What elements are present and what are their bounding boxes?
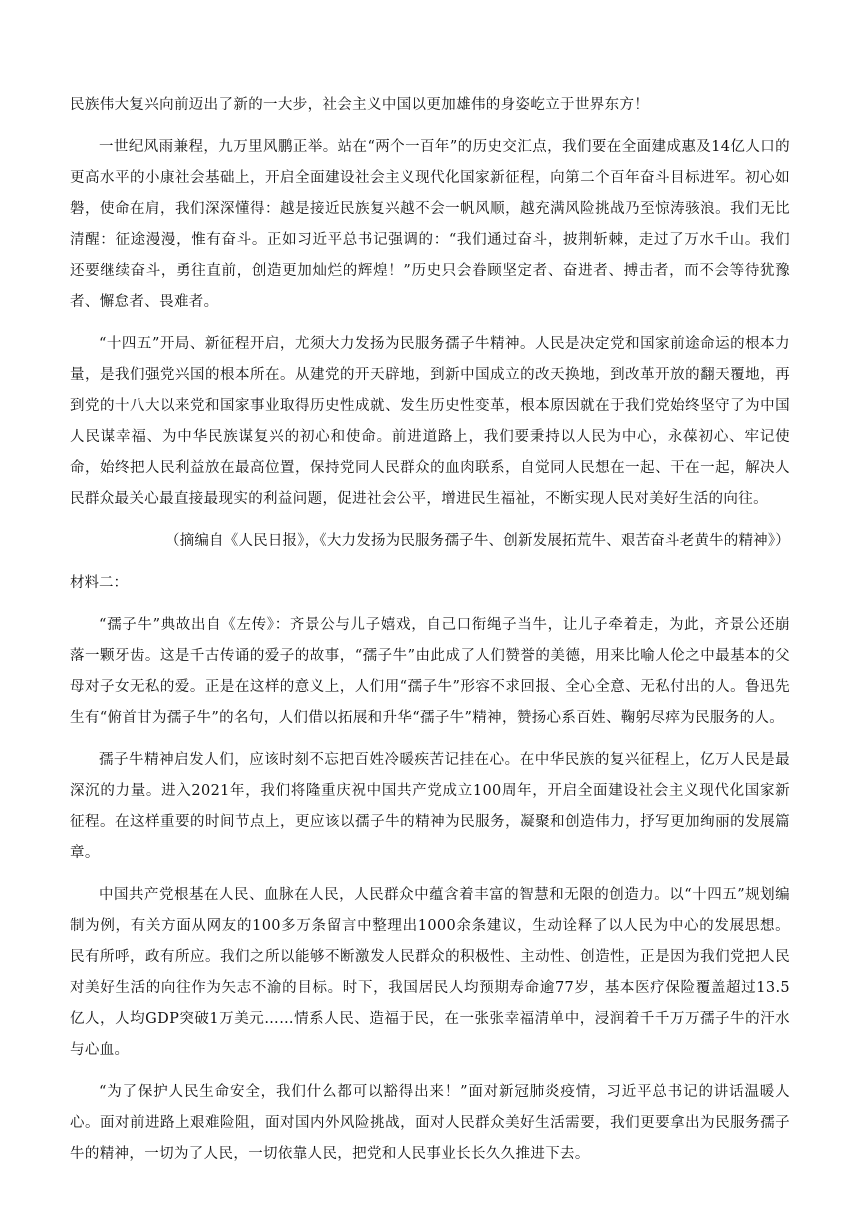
paragraph-protect-lives: “为了保护人民生命安全，我们什么都可以豁得出来！”面对新冠肺炎疫情，习近平总书记的讲话温暖人心。面对前进路上艰难险阻，面对国内外风险挑战，面对人民群众美好生活需要，我们更要拿出为民服务孺子牛的精神，一切为了人民，一切依靠人民，把党和人民事业长长久久推进下去。 <box>70 1084 790 1162</box>
paragraph-ruziniu-origin: “孺子牛”典故出自《左传》：齐景公与儿子嬉戏，自己口衔绳子当牛，让儿子牵着走，为此，齐景公还崩落一颗牙齿。这是千古传诵的爱子的故事，“孺子牛”由此成了人们赞誉的美德，用来比喻人伦之中最基本的父母对子女无私的爱。正是在这样的意义上，人们用“孺子牛”形容不求回报、全心全意、无私付出的人。鲁迅先生有“俯首甘为孺子牛”的名句，人们借以拓展和升华“孺子牛”精神，赞扬心系百姓、鞠躬尽瘁为民服务的人。 <box>70 617 790 726</box>
paragraph-fourteenth-five-year: “十四五”开局、新征程开启，尤须大力发扬为民服务孺子牛精神。人民是决定党和国家前途命运的根本力量，是我们强党兴国的根本所在。从建党的开天辟地，到新中国成立的改天换地，到改革开放的翻天覆地，再到党的十八大以来党和国家事业取得历史性成就、发生历史性变革，根本原因就在于我们党始终坚守了为中国人民谋幸福、为中华民族谋复兴的初心和使命。前进道路上，我们要秉持以人民为中心，永葆初心、牢记使命，始终把人民利益放在最高位置，保持党同人民群众的血肉联系，自觉同人民想在一起、干在一起，解决人民群众最关心最直接最现实的利益问题，促进社会公平，增进民生福祉，不断实现人民对美好生活的向往。 <box>70 336 790 507</box>
paragraph-continuation: 民族伟大复兴向前迈出了新的一大步，社会主义中国以更加雄伟的身姿屹立于世界东方！ <box>70 97 650 113</box>
paragraph-century-journey: 一世纪风雨兼程，九万里风鹏正举。站在“两个一百年”的历史交汇点，我们要在全面建成惠及14亿人口的更高水平的小康社会基础上，开启全面建设社会主义现代化国家新征程，向第二个百年奋斗目标进军。初心如磐，使命在肩，我们深深懂得：越是接近民族复兴越不会一帆风顺，越充满风险挑战乃至惊涛骇浪。我们无比清醒：征途漫漫，惟有奋斗。正如习近平总书记强调的：“我们通过奋斗，披荆斩棘，走过了万水千山。我们还要继续奋斗，勇往直前，创造更加灿烂的辉煌！”历史只会眷顾坚定者、奋进者、搏击者，而不会等待犹豫者、懈怠者、畏难者。 <box>70 139 790 310</box>
paragraph-ruziniu-spirit: 孺子牛精神启发人们，应该时刻不忘把百姓冷暖疾苦记挂在心。在中华民族的复兴征程上，亿万人民是最深沉的力量。进入2021年，我们将隆重庆祝中国共产党成立100周年，开启全面建设社会主义现代化国家新征程。在这样重要的时间节点上，更应该以孺子牛的精神为民服务，凝聚和创造伟力，抒写更加绚丽的发展篇章。 <box>70 752 790 861</box>
material-two-label: 材料二： <box>70 575 128 591</box>
paragraph-party-roots: 中国共产党根基在人民、血脉在人民，人民群众中蕴含着丰富的智慧和无限的创造力。以“十四五”规划编制为例，有关方面从网友的100多万条留言中整理出1000余条建议，生动诠释了以人民为中心的发展思想。民有所呼，政有所应。我们之所以能够不断激发人民群众的积极性、主动性、创造性，正是因为我们党把人民对美好生活的向往作为矢志不渝的目标。时下，我国居民人均预期寿命逾77岁，基本医疗保险覆盖超过13.5亿人，人均GDP突破1万美元……情系人民、造福于民，在一张张幸福清单中，浸润着千千万万孺子牛的汗水与心血。 <box>70 887 790 1058</box>
source-citation: （摘编自《人民日报》，《大力发扬为民服务孺子牛、创新发展拓荒牛、艰苦奋斗老黄牛的精神》） <box>164 533 790 549</box>
